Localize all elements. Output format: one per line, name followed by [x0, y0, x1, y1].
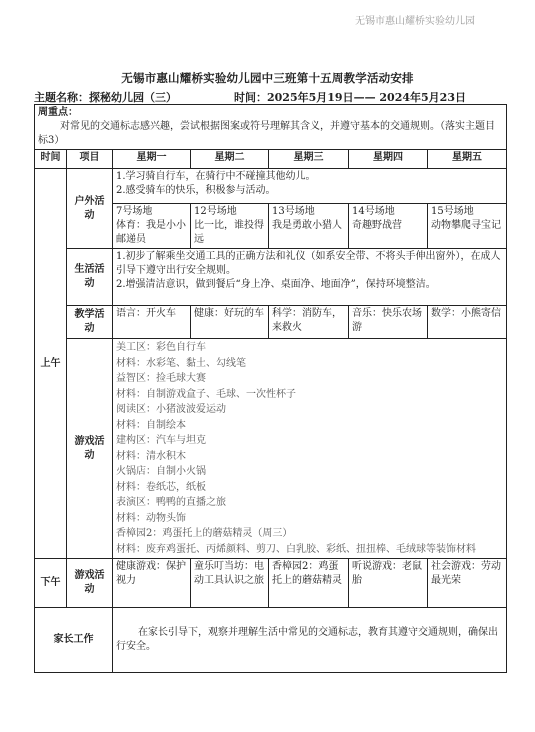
header-item: 项目: [67, 150, 113, 169]
game-area: 建构区：汽车与坦克: [116, 435, 206, 446]
header-row: [35, 150, 507, 169]
teaching-thu: 音乐：快乐农场游: [349, 306, 428, 339]
outdoor-goal: 2.感受骑车的快乐，积极参与活动。: [116, 185, 276, 196]
teaching-tue: 健康：好玩的车: [191, 306, 269, 339]
game-area: 美工区：彩色自行车: [116, 342, 206, 353]
game-area: 火锅店：自制小火锅: [116, 466, 206, 477]
games-label: 游戏活动: [67, 339, 113, 559]
teaching-wed: 科学：消防车，来救火: [269, 306, 349, 339]
focus-text: 对常见的交通标志感兴趣，尝试根据图案或符号理解其含义，并遵守基本的交通规则。（落实主题目标3）: [38, 121, 495, 146]
outdoor-thu: 14号场地 奇趣野战营: [349, 204, 428, 249]
header-mon: 星期一: [113, 150, 191, 169]
teaching-label: 教学活动: [67, 306, 113, 339]
game-material: 材料：清水积木: [116, 450, 186, 462]
parents-row: [35, 608, 507, 673]
afternoon-thu: 听说游戏：老鼠胎: [349, 559, 428, 608]
outdoor-goals-row: [35, 169, 507, 204]
header-time: 时间: [35, 150, 67, 169]
date-range: 时间：2025年5月19日—— 2024年5月23日: [234, 91, 466, 104]
header-fri: 星期五: [428, 150, 507, 169]
game-material: 材料：动物头饰: [116, 512, 186, 524]
parents-text: 在家长引导下，观察并理解生活中常见的交通标志，教育其遵守交通规则，确保出行安全。: [113, 608, 507, 673]
focus-row: [35, 105, 507, 150]
life-line: 2.增强清洁意识，做到餐后“身上净、桌面净、地面净”，保持环境整洁。: [116, 279, 436, 290]
afternoon-row: [35, 559, 507, 608]
schedule-table: [34, 104, 507, 673]
game-material: 材料：卷纸芯，纸板: [116, 481, 206, 493]
header-tue: 星期二: [191, 150, 269, 169]
parents-label: 家长工作: [35, 608, 113, 673]
afternoon-tue: 童乐叮当坊：电动工具认识之旅: [191, 559, 269, 608]
header-watermark: 无锡市惠山耀桥实验幼儿园: [355, 16, 475, 27]
morning-label: 上午: [35, 169, 67, 559]
teaching-mon: 语言：开火车: [113, 306, 191, 339]
outdoor-wed: 13号场地 我是勇敢小猎人: [269, 204, 349, 249]
teaching-fri: 数学：小熊寄信: [428, 306, 507, 339]
afternoon-games-label: 游戏活动: [67, 559, 113, 608]
game-area: 香樟园2：鸡蛋托上的蘑菇精灵（周三）: [116, 528, 293, 539]
teaching-row: [35, 306, 507, 339]
afternoon-fri: 社会游戏：劳动最光荣: [428, 559, 507, 608]
outdoor-mon: 7号场地 体育：我是小小邮递员: [113, 204, 191, 249]
life-line: 1.初步了解乘坐交通工具的正确方法和礼仪（如系安全带、不将头手伸出窗外），在成人引导下遵守出行安全规则。: [116, 251, 501, 276]
page-title: 无锡市惠山耀桥实验幼儿园中三班第十五周教学活动安排: [121, 71, 414, 85]
game-material: 材料：废弃鸡蛋托、丙烯颜料、剪刀、白乳胶、彩纸、扭扭棒、毛绒球等装饰材料: [116, 543, 476, 555]
header-thu: 星期四: [349, 150, 428, 169]
game-area: 表演区：鸭鸭的直播之旅: [116, 497, 226, 508]
theme-name: 主题名称：探秘幼儿园（三）: [34, 91, 177, 104]
games-row: [35, 339, 507, 559]
outdoor-label: 户外活动: [67, 169, 113, 249]
outdoor-goal: 1.学习骑自行车，在骑行中不碰撞其他幼儿。: [116, 171, 316, 182]
game-material: 材料：水彩笔、黏土、勾线笔: [116, 357, 246, 369]
afternoon-mon: 健康游戏：保护视力: [113, 559, 191, 608]
header-wed: 星期三: [269, 150, 349, 169]
game-material: 材料：自制绘本: [116, 419, 186, 431]
outdoor-tue: 12号场地 比一比，谁投得远: [191, 204, 269, 249]
game-material: 材料：自制游戏盒子、毛球、一次性杯子: [116, 388, 296, 400]
outdoor-fri: 15号场地 动物攀爬寻宝记: [428, 204, 507, 249]
afternoon-wed: 香樟园2：鸡蛋托上的蘑菇精灵: [269, 559, 349, 608]
afternoon-label: 下午: [35, 559, 67, 608]
life-row: [35, 249, 507, 306]
game-area: 益智区：捡毛球大赛: [116, 373, 206, 384]
life-label: 生活活动: [67, 249, 113, 306]
focus-label: 周重点：: [38, 107, 78, 118]
game-area: 阅读区：小猪波波爱运动: [116, 404, 226, 415]
